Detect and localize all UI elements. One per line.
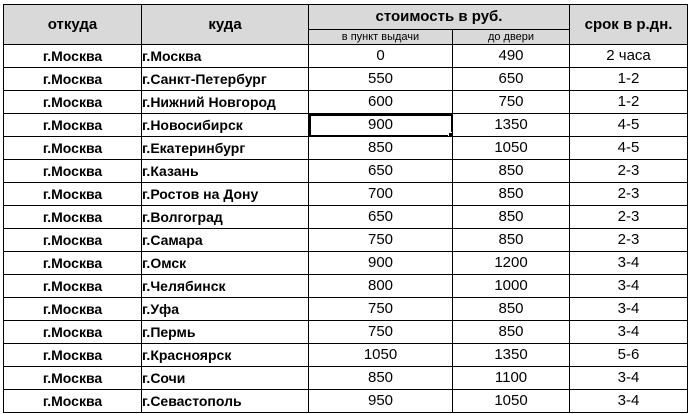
cell-door-cost[interactable]: 850 bbox=[453, 229, 570, 252]
cell-from[interactable]: г.Москва bbox=[4, 298, 142, 321]
table-row bbox=[4, 206, 688, 229]
cell-door-cost[interactable]: 1050 bbox=[453, 137, 570, 160]
table-row bbox=[4, 298, 688, 321]
header-from[interactable]: откуда bbox=[4, 5, 142, 45]
cell-to[interactable]: г.Красноярск bbox=[142, 344, 309, 367]
cell-from[interactable]: г.Москва bbox=[4, 45, 142, 68]
cell-pickup-cost[interactable]: 850 bbox=[309, 137, 453, 160]
table-row bbox=[4, 390, 688, 413]
cell-door-cost[interactable]: 850 bbox=[453, 206, 570, 229]
cell-pickup-cost[interactable]: 850 bbox=[309, 367, 453, 390]
cell-door-cost[interactable]: 1350 bbox=[453, 344, 570, 367]
cell-from[interactable]: г.Москва bbox=[4, 160, 142, 183]
cell-door-cost[interactable]: 1200 bbox=[453, 252, 570, 275]
cell-to[interactable]: г.Новосибирск bbox=[142, 114, 309, 137]
table-row bbox=[4, 183, 688, 206]
cell-to[interactable]: г.Санкт-Петербург bbox=[142, 68, 309, 91]
cell-to[interactable]: г.Екатеринбург bbox=[142, 137, 309, 160]
cell-from[interactable]: г.Москва bbox=[4, 367, 142, 390]
table-row bbox=[4, 321, 688, 344]
cell-door-cost[interactable]: 850 bbox=[453, 298, 570, 321]
cell-to[interactable]: г.Волгоград bbox=[142, 206, 309, 229]
cell-term[interactable]: 3-4 bbox=[570, 390, 688, 413]
header-cost-door[interactable]: до двери bbox=[453, 29, 570, 44]
cell-to[interactable]: г.Москва bbox=[142, 45, 309, 68]
cell-pickup-cost[interactable]: 0 bbox=[309, 45, 453, 68]
cell-pickup-cost[interactable]: 900 bbox=[309, 114, 453, 137]
cell-pickup-cost[interactable]: 750 bbox=[309, 321, 453, 344]
cell-to[interactable]: г.Севастополь bbox=[142, 390, 309, 413]
table-row bbox=[4, 68, 688, 91]
cell-term[interactable]: 2 часа bbox=[570, 45, 688, 68]
cell-door-cost[interactable]: 850 bbox=[453, 160, 570, 183]
cell-door-cost[interactable]: 750 bbox=[453, 91, 570, 114]
cell-to[interactable]: г.Сочи bbox=[142, 367, 309, 390]
table-row bbox=[4, 114, 688, 137]
cell-to[interactable]: г.Нижний Новгород bbox=[142, 91, 309, 114]
cell-pickup-cost[interactable]: 800 bbox=[309, 275, 453, 298]
cell-from[interactable]: г.Москва bbox=[4, 183, 142, 206]
cell-door-cost[interactable]: 490 bbox=[453, 45, 570, 68]
cell-from[interactable]: г.Москва bbox=[4, 91, 142, 114]
cell-pickup-cost[interactable]: 700 bbox=[309, 183, 453, 206]
table-row bbox=[4, 137, 688, 160]
cell-term[interactable]: 2-3 bbox=[570, 183, 688, 206]
cell-pickup-cost[interactable]: 750 bbox=[309, 229, 453, 252]
cell-term[interactable]: 3-4 bbox=[570, 367, 688, 390]
table-row bbox=[4, 91, 688, 114]
header-cost-pickup[interactable]: в пункт выдачи bbox=[309, 29, 453, 44]
cell-to[interactable]: г.Омск bbox=[142, 252, 309, 275]
cell-from[interactable]: г.Москва bbox=[4, 68, 142, 91]
cell-term[interactable]: 5-6 bbox=[570, 344, 688, 367]
cell-pickup-cost[interactable]: 950 bbox=[309, 390, 453, 413]
cell-from[interactable]: г.Москва bbox=[4, 206, 142, 229]
cell-term[interactable]: 4-5 bbox=[570, 137, 688, 160]
cell-term[interactable]: 3-4 bbox=[570, 252, 688, 275]
cell-pickup-cost[interactable]: 750 bbox=[309, 298, 453, 321]
table-row bbox=[4, 367, 688, 390]
cell-term[interactable]: 2-3 bbox=[570, 206, 688, 229]
cell-door-cost[interactable]: 1100 bbox=[453, 367, 570, 390]
cell-to[interactable]: г.Челябинск bbox=[142, 275, 309, 298]
cell-door-cost[interactable]: 850 bbox=[453, 183, 570, 206]
cell-term[interactable]: 3-4 bbox=[570, 321, 688, 344]
cell-term[interactable]: 4-5 bbox=[570, 114, 688, 137]
cell-to[interactable]: г.Самара bbox=[142, 229, 309, 252]
cell-to[interactable]: г.Ростов на Дону bbox=[142, 183, 309, 206]
table-row bbox=[4, 252, 688, 275]
cell-pickup-cost[interactable]: 1050 bbox=[309, 344, 453, 367]
header-cost[interactable]: стоимость в руб. bbox=[309, 5, 570, 30]
cell-from[interactable]: г.Москва bbox=[4, 229, 142, 252]
cell-from[interactable]: г.Москва bbox=[4, 344, 142, 367]
table-row bbox=[4, 45, 688, 68]
cell-from[interactable]: г.Москва bbox=[4, 321, 142, 344]
shipping-rates-table bbox=[3, 4, 688, 413]
cell-pickup-cost[interactable]: 600 bbox=[309, 91, 453, 114]
table-body bbox=[4, 45, 688, 413]
cell-from[interactable]: г.Москва bbox=[4, 275, 142, 298]
cell-term[interactable]: 2-3 bbox=[570, 229, 688, 252]
header-term[interactable]: срок в р.дн. bbox=[570, 5, 688, 45]
cell-from[interactable]: г.Москва bbox=[4, 390, 142, 413]
table-row bbox=[4, 160, 688, 183]
cell-door-cost[interactable]: 850 bbox=[453, 321, 570, 344]
cell-to[interactable]: г.Казань bbox=[142, 160, 309, 183]
cell-pickup-cost[interactable]: 650 bbox=[309, 160, 453, 183]
cell-from[interactable]: г.Москва bbox=[4, 252, 142, 275]
cell-door-cost[interactable]: 1000 bbox=[453, 275, 570, 298]
cell-door-cost[interactable]: 650 bbox=[453, 68, 570, 91]
cell-pickup-cost[interactable]: 550 bbox=[309, 68, 453, 91]
cell-to[interactable]: г.Пермь bbox=[142, 321, 309, 344]
cell-term[interactable]: 2-3 bbox=[570, 160, 688, 183]
cell-door-cost[interactable]: 1350 bbox=[453, 114, 570, 137]
cell-pickup-cost[interactable]: 900 bbox=[309, 252, 453, 275]
header-to[interactable]: куда bbox=[142, 5, 309, 45]
cell-pickup-cost[interactable]: 650 bbox=[309, 206, 453, 229]
table-row bbox=[4, 344, 688, 367]
cell-term[interactable]: 1-2 bbox=[570, 91, 688, 114]
cell-from[interactable]: г.Москва bbox=[4, 114, 142, 137]
cell-to[interactable]: г.Уфа bbox=[142, 298, 309, 321]
cell-term[interactable]: 1-2 bbox=[570, 68, 688, 91]
cell-term[interactable]: 3-4 bbox=[570, 298, 688, 321]
table-row bbox=[4, 275, 688, 298]
cell-from[interactable]: г.Москва bbox=[4, 137, 142, 160]
cell-term[interactable]: 3-4 bbox=[570, 275, 688, 298]
cell-door-cost[interactable]: 1050 bbox=[453, 390, 570, 413]
table-row bbox=[4, 229, 688, 252]
